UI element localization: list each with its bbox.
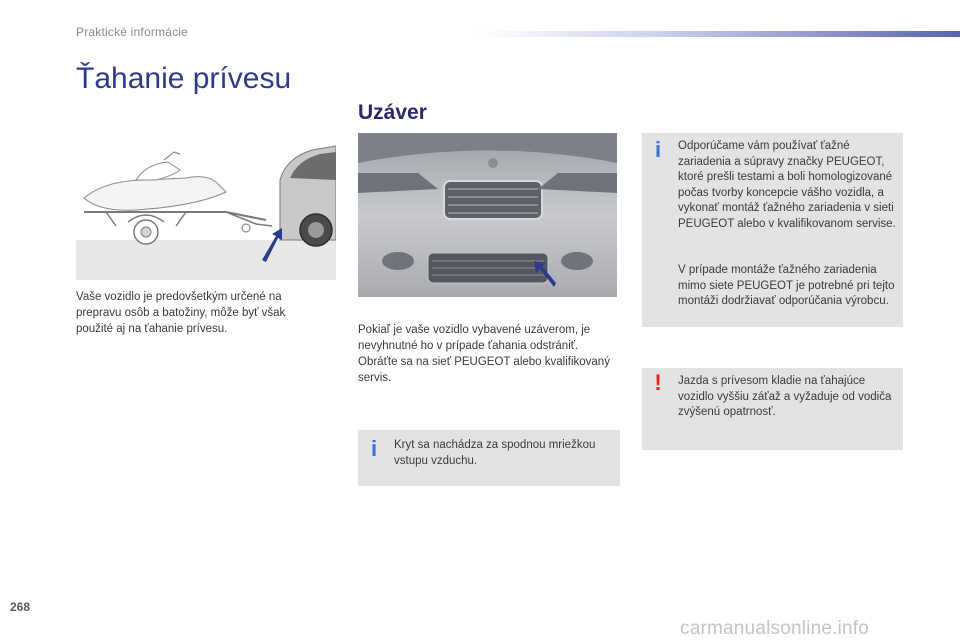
- page-number: 268: [10, 600, 31, 614]
- intro-paragraph: Vaše vozidlo je predovšetkým určené na prepravu osôb a batožiny, môže byť však použité aj na ťahanie prívesu.: [76, 291, 286, 335]
- info-note-cover-location: [358, 430, 620, 486]
- warning-note-towing-load: [642, 368, 903, 450]
- info-note-text: Kryt sa nachádza za spodnou mriežkou vstupu vzduchu.: [394, 439, 596, 467]
- header-section-label: Praktické informácie: [76, 25, 189, 39]
- info-note-text-1: Odporúčame vám používať ťažné zariadenia a súpravy značky PEUGEOT, ktoré prešli testami a boli homologizované počas tvorby koncepcie vášho vozidla, a vykonať montáž ťažného zariadenia v sieti PEUGEOT alebo v kvalifikovanom servise.: [678, 140, 896, 230]
- header-rule: [478, 31, 960, 37]
- info-icon: i: [654, 137, 662, 162]
- page-title: Ťahanie prívesu: [76, 62, 292, 95]
- trailer-jetski-illustration: [76, 140, 336, 280]
- section-title: Uzáver: [358, 101, 427, 124]
- cover-removal-paragraph: Pokiaľ je vaše vozidlo vybavené uzáverom, je nevyhnutné ho v prípade ťahania odstrániť. Obráťte sa na sieť PEUGEOT alebo kvalifikovaný servis.: [358, 324, 610, 384]
- warning-note-text: Jazda s prívesom kladie na ťahajúce vozidlo vyššiu záťaž a vyžaduje od vodiča zvýšenú opatrnosť.: [678, 375, 892, 418]
- info-note-text-2: V prípade montáže ťažného zariadenia mimo siete PEUGEOT je potrebné pri tejto montáži dodržiavať odporúčania výrobcu.: [678, 264, 895, 307]
- info-icon: i: [370, 436, 378, 461]
- warning-icon: !: [654, 370, 662, 395]
- watermark: carmanualsonline.info: [680, 618, 870, 639]
- info-note-towbar-recommendation: [642, 133, 903, 327]
- car-front-grille-photo: [358, 133, 617, 297]
